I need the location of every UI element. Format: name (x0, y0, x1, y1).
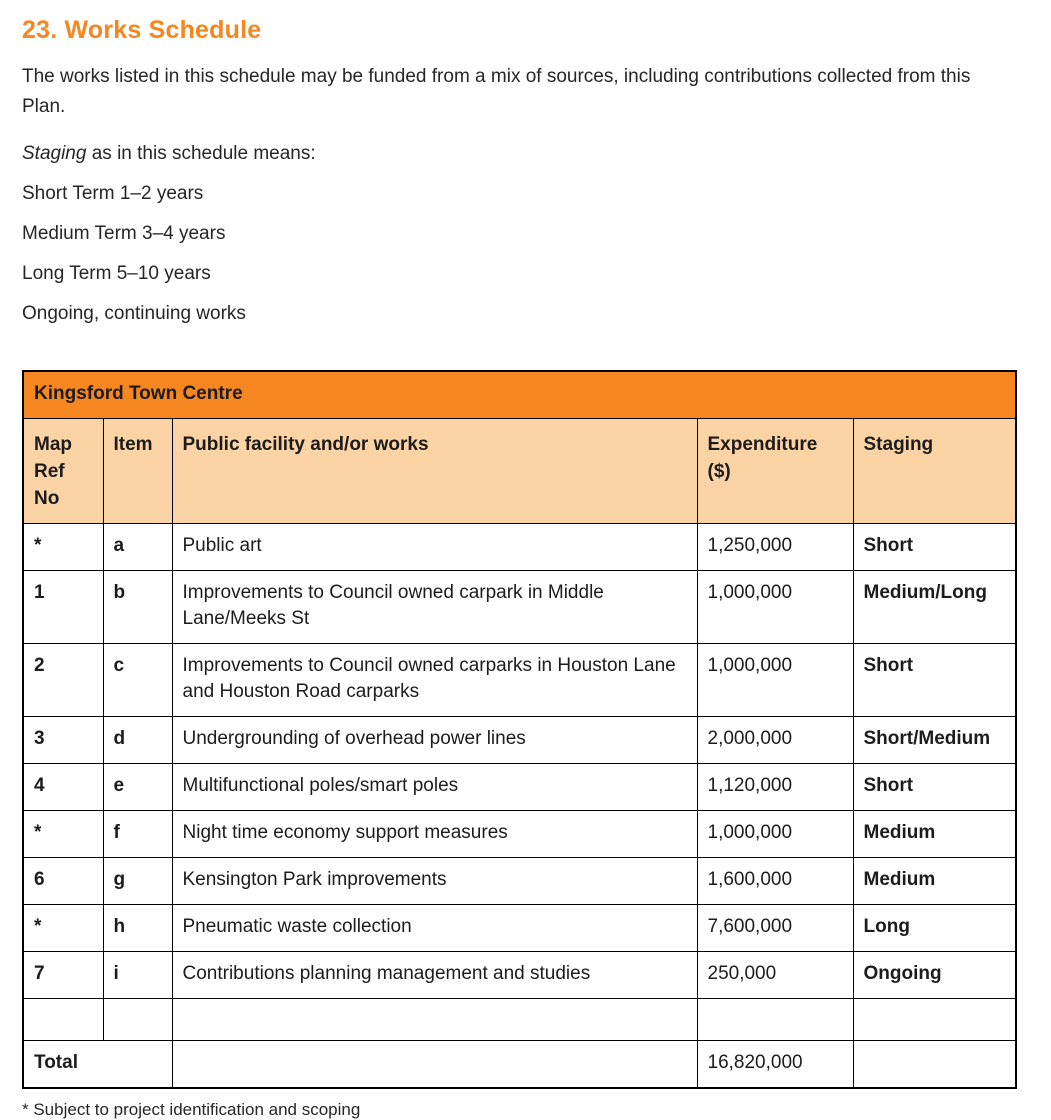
empty-row (23, 999, 1016, 1041)
table-title: Kingsford Town Centre (23, 371, 1016, 419)
table-row (23, 858, 1016, 905)
cell-staging: Medium (853, 811, 1016, 858)
section-heading: 23. Works Schedule (22, 16, 262, 44)
total-row (23, 1041, 1016, 1089)
table-row (23, 571, 1016, 644)
cell-item: c (103, 644, 172, 717)
cell-item: b (103, 571, 172, 644)
cell-expenditure: 1,000,000 (697, 571, 853, 644)
cell-staging: Medium (853, 858, 1016, 905)
cell-item: e (103, 764, 172, 811)
cell-expenditure: 250,000 (697, 952, 853, 999)
cell-map-ref: 3 (23, 717, 103, 764)
cell-item: g (103, 858, 172, 905)
cell-works (172, 1041, 697, 1089)
cell-staging: Short/Medium (853, 717, 1016, 764)
works-schedule-table (22, 370, 1017, 1089)
table-row (23, 644, 1016, 717)
cell-map-ref: 1 (23, 571, 103, 644)
cell-staging: Short (853, 764, 1016, 811)
cell-expenditure: 1,250,000 (697, 524, 853, 571)
table-row (23, 952, 1016, 999)
cell-map-ref: * (23, 524, 103, 571)
column-header-map-ref: Map Ref No (23, 419, 103, 524)
column-header-staging: Staging (853, 419, 1016, 524)
cell-item: i (103, 952, 172, 999)
cell-item: f (103, 811, 172, 858)
cell-map-ref: 4 (23, 764, 103, 811)
cell-item: h (103, 905, 172, 952)
staging-term-ongoing: Ongoing, continuing works (22, 303, 246, 324)
cell-item (103, 999, 172, 1041)
cell-expenditure: 1,000,000 (697, 811, 853, 858)
cell-works: Improvements to Council owned carpark in Middle Lane/Meeks St (172, 571, 697, 644)
staging-word-italic: Staging (22, 143, 87, 164)
cell-staging: Short (853, 524, 1016, 571)
staging-lead-rest: as in this schedule means: (86, 143, 316, 164)
cell-works: Pneumatic waste collection (172, 905, 697, 952)
cell-staging: Long (853, 905, 1016, 952)
intro-paragraph: The works listed in this schedule may be funded from a mix of sources, including contributions collected from this Plan. (22, 66, 971, 117)
cell-map-ref: * (23, 811, 103, 858)
column-header-works: Public facility and/or works (172, 419, 697, 524)
cell-staging (853, 999, 1016, 1041)
cell-works: Night time economy support measures (172, 811, 697, 858)
table-row (23, 717, 1016, 764)
staging-term-short: Short Term 1–2 years (22, 183, 204, 204)
cell-works: Multifunctional poles/smart poles (172, 764, 697, 811)
cell-works (172, 999, 697, 1041)
staging-term-medium: Medium Term 3–4 years (22, 223, 226, 244)
cell-works: Undergrounding of overhead power lines (172, 717, 697, 764)
cell-expenditure: 1,120,000 (697, 764, 853, 811)
cell-map-ref: 2 (23, 644, 103, 717)
cell-expenditure (697, 999, 853, 1041)
table-row (23, 524, 1016, 571)
column-header-item: Item (103, 419, 172, 524)
cell-item: d (103, 717, 172, 764)
cell-staging: Short (853, 644, 1016, 717)
cell-works: Kensington Park improvements (172, 858, 697, 905)
cell-staging: Ongoing (853, 952, 1016, 999)
cell-map-ref: 7 (23, 952, 103, 999)
cell-staging (853, 1041, 1016, 1089)
column-header-expenditure: Expenditure ($) (697, 419, 853, 524)
cell-map-ref (23, 999, 103, 1041)
table-header-row (23, 419, 1016, 524)
cell-expenditure: 7,600,000 (697, 905, 853, 952)
table-row (23, 811, 1016, 858)
cell-staging: Medium/Long (853, 571, 1016, 644)
cell-map-ref: * (23, 905, 103, 952)
table-row (23, 905, 1016, 952)
cell-expenditure: 1,600,000 (697, 858, 853, 905)
staging-term-long: Long Term 5–10 years (22, 263, 211, 284)
cell-expenditure: 1,000,000 (697, 644, 853, 717)
total-expenditure: 16,820,000 (697, 1041, 853, 1089)
cell-works: Contributions planning management and studies (172, 952, 697, 999)
cell-works: Improvements to Council owned carparks in Houston Lane and Houston Road carparks (172, 644, 697, 717)
table-title-row (23, 371, 1016, 419)
staging-definition-lead (22, 139, 1015, 169)
cell-expenditure: 2,000,000 (697, 717, 853, 764)
cell-map-ref: 6 (23, 858, 103, 905)
cell-works: Public art (172, 524, 697, 571)
cell-item: a (103, 524, 172, 571)
footnote: * Subject to project identification and scoping (22, 1100, 361, 1119)
total-label: Total (23, 1041, 172, 1089)
table-row (23, 764, 1016, 811)
